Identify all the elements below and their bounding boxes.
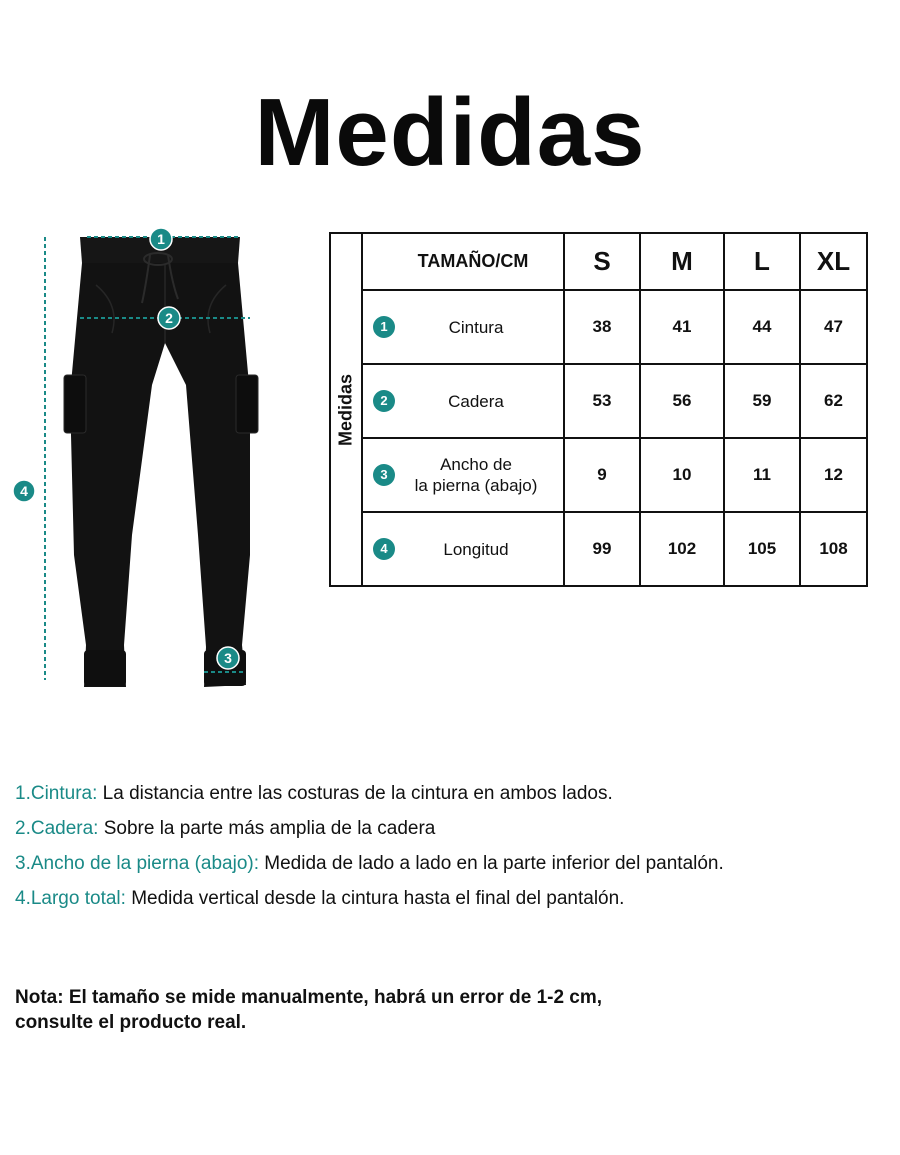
page-title: Medidas xyxy=(254,79,646,186)
measurement-descriptions xyxy=(15,782,895,922)
size-header-xl: XL xyxy=(800,233,867,290)
note xyxy=(15,985,875,1035)
description-item xyxy=(15,887,895,911)
value-cell: 44 xyxy=(724,290,800,364)
value-cell: 59 xyxy=(724,364,800,438)
table-row xyxy=(330,364,867,438)
note-line-2: consulte el producto real. xyxy=(15,1012,247,1033)
description-item xyxy=(15,817,895,841)
side-label: Medidas xyxy=(335,373,356,446)
value-cell: 56 xyxy=(640,364,724,438)
value-cell: 102 xyxy=(640,512,724,586)
value-cell: 62 xyxy=(800,364,867,438)
marker-1 xyxy=(150,228,172,250)
measurement-label-line1: Ancho de xyxy=(440,455,512,474)
pants-shape xyxy=(64,237,258,687)
measurement-label-line2: la pierna (abajo) xyxy=(414,476,538,495)
description-key: 3.Ancho de la pierna (abajo): xyxy=(15,853,259,874)
value-cell: 108 xyxy=(800,512,867,586)
size-header-l: L xyxy=(724,233,800,290)
measurement-name xyxy=(362,290,564,364)
value-cell: 41 xyxy=(640,290,724,364)
table-header-row xyxy=(330,233,867,290)
jogger-pants-icon xyxy=(0,225,300,705)
pants-illustration xyxy=(0,225,300,705)
value-cell: 53 xyxy=(564,364,640,438)
marker-3-label: 3 xyxy=(224,650,232,666)
marker-2-label: 2 xyxy=(165,310,173,326)
value-cell: 12 xyxy=(800,438,867,512)
measurement-name xyxy=(362,438,564,512)
description-key: 4.Largo total: xyxy=(15,888,126,909)
description-key: 2.Cadera: xyxy=(15,818,99,839)
description-text: Medida vertical desde la cintura hasta el final del pantalón. xyxy=(125,888,625,909)
number-badge: 1 xyxy=(373,316,395,338)
size-header-m: M xyxy=(640,233,724,290)
description-item xyxy=(15,782,895,806)
measurement-label: Cintura xyxy=(448,317,504,337)
marker-4 xyxy=(13,480,35,502)
measurement-name xyxy=(362,512,564,586)
table-row xyxy=(330,290,867,364)
marker-4-label: 4 xyxy=(20,483,28,499)
number-badge: 4 xyxy=(373,538,395,560)
value-cell: 9 xyxy=(564,438,640,512)
side-label-cell xyxy=(330,233,362,586)
description-key: 1.Cintura: xyxy=(15,783,98,804)
description-text: La distancia entre las costuras de la cintura en ambos lados. xyxy=(97,783,613,804)
marker-2 xyxy=(158,307,180,329)
measurement-label: Longitud xyxy=(443,539,509,559)
value-cell: 47 xyxy=(800,290,867,364)
value-cell: 99 xyxy=(564,512,640,586)
value-cell: 11 xyxy=(724,438,800,512)
note-line-1: Nota: El tamaño se mide manualmente, habrá un error de 1-2 cm, xyxy=(15,987,603,1008)
table-row xyxy=(330,512,867,586)
marker-3 xyxy=(217,647,239,669)
measurement-label: Cadera xyxy=(448,391,504,411)
table-row xyxy=(330,438,867,512)
value-cell: 38 xyxy=(564,290,640,364)
number-badge: 3 xyxy=(373,464,395,486)
size-table xyxy=(329,232,868,587)
header-label: TAMAÑO/CM xyxy=(362,233,564,290)
marker-1-label: 1 xyxy=(157,231,165,247)
value-cell: 105 xyxy=(724,512,800,586)
description-text: Medida de lado a lado en la parte inferior del pantalón. xyxy=(259,853,724,874)
description-text: Sobre la parte más amplia de la cadera xyxy=(98,818,436,839)
description-item xyxy=(15,852,895,876)
value-cell: 10 xyxy=(640,438,724,512)
number-badge: 2 xyxy=(373,390,395,412)
measurement-name xyxy=(362,364,564,438)
size-header-s: S xyxy=(564,233,640,290)
